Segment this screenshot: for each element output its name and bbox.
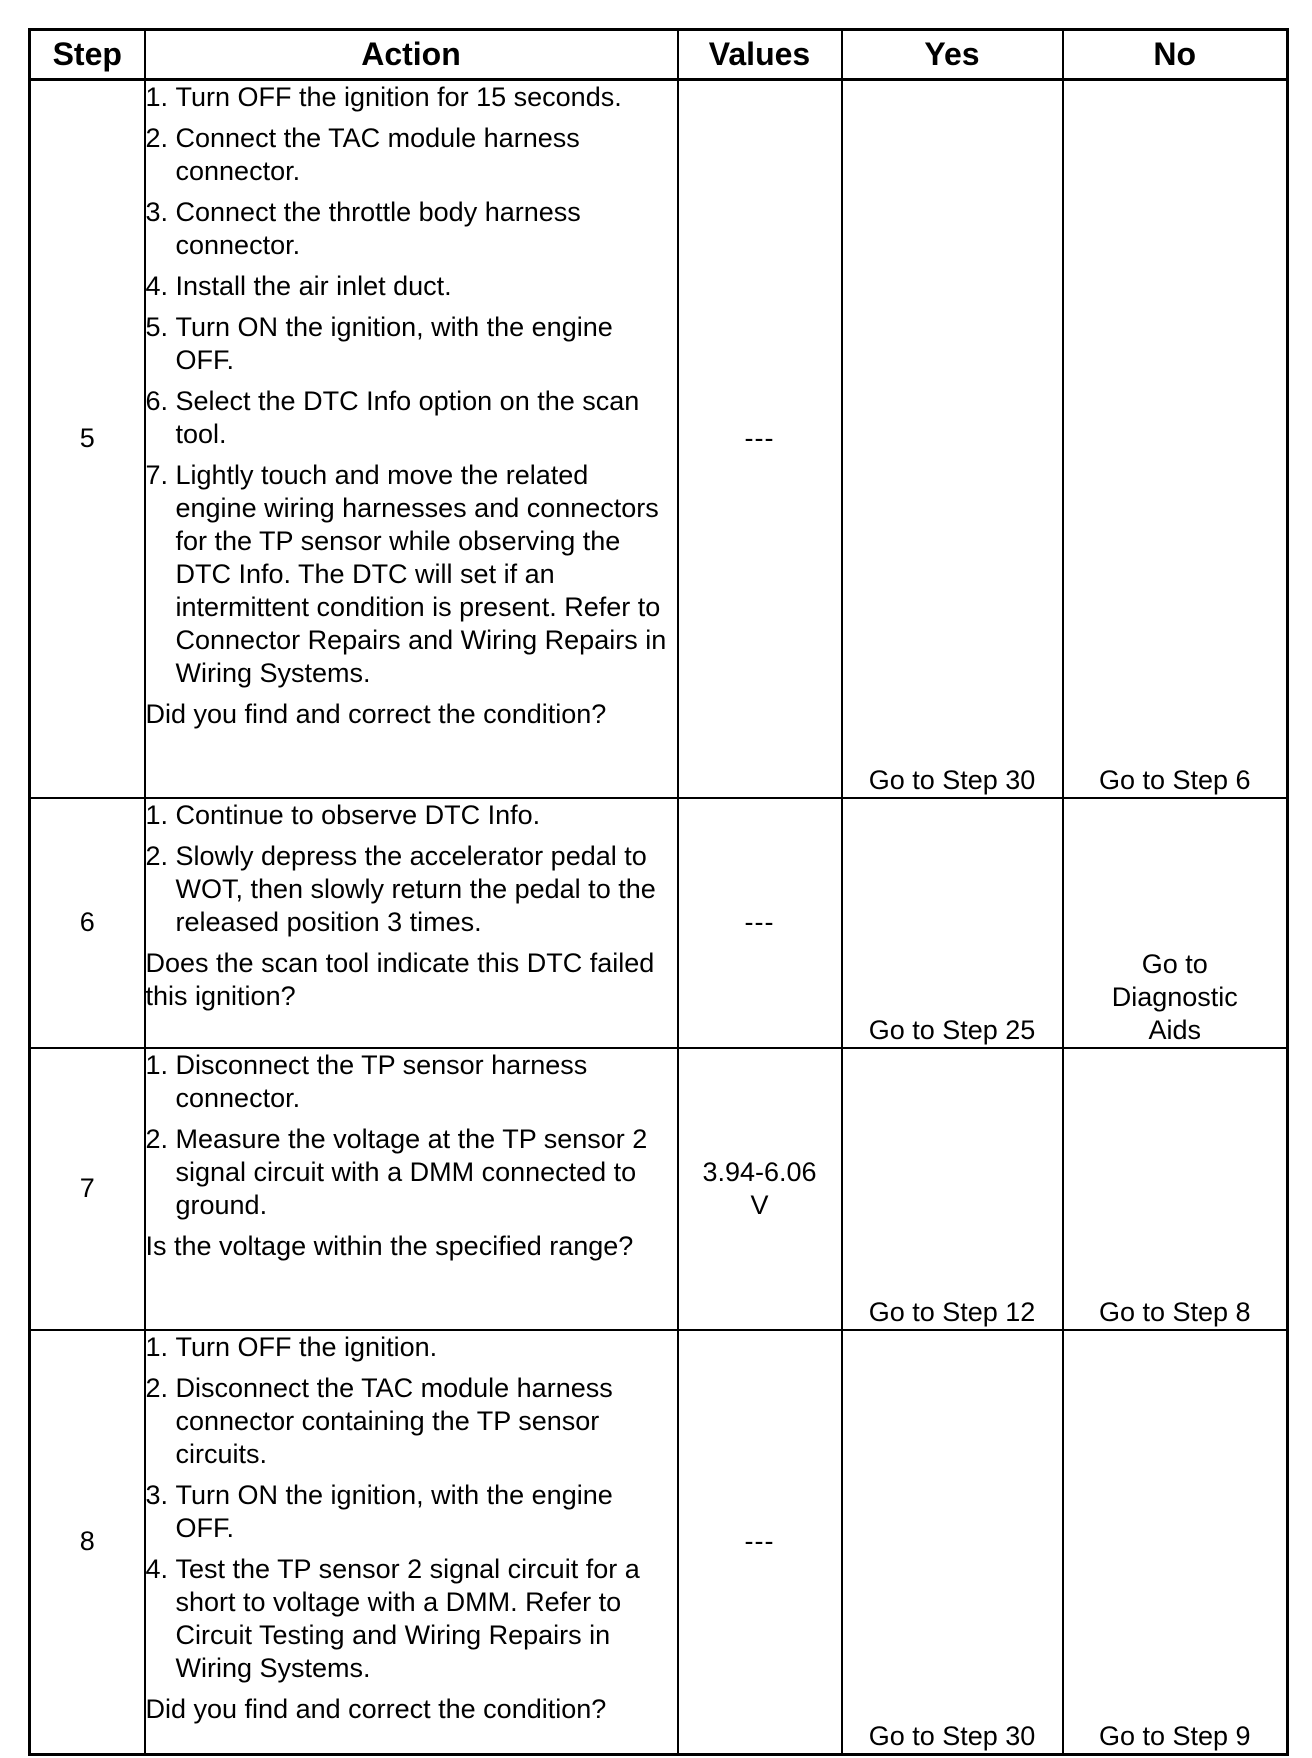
list-item: 7. Lightly touch and move the related engine wiring harnesses and connectors for the TP sensor while observing the DTC Info. The DTC will set if an intermittent condition is present. Refer to Connector Repairs and Wiring Repairs in Wiring Systems. <box>145 460 667 688</box>
header-values: Values <box>678 30 842 80</box>
list-item: 6. Select the DTC Info option on the scan tool. <box>145 386 640 449</box>
action-cell <box>145 1048 678 1330</box>
list-item: 4. Install the air inlet duct. <box>145 271 452 301</box>
action-text: Lightly touch and move the related engine wiring harnesses and connectors for the TP sensor while observing the DTC Info. The DTC will set if an intermittent condition is present. Refer to Connector Repairs and Wiring Repairs in Wiring Systems. <box>175 460 667 688</box>
action-list <box>146 1331 677 1685</box>
action-list <box>146 81 677 690</box>
step-number: 8 <box>30 1330 145 1755</box>
step-number: 5 <box>30 80 145 798</box>
header-step: Step <box>30 30 145 80</box>
question-text: Does the scan tool indicate this DTC failed this ignition? <box>145 947 655 1011</box>
yes-cell: Go to Step 30 <box>842 80 1063 798</box>
table-row <box>30 798 1288 1048</box>
action-text: Disconnect the TP sensor harness connector. <box>175 1049 588 1113</box>
list-item: 2. Measure the voltage at the TP sensor 2 signal circuit with a DMM connected to ground. <box>145 1123 648 1220</box>
question-text: Is the voltage within the specified range? <box>145 1230 634 1261</box>
list-item: 4. Test the TP sensor 2 signal circuit for a short to voltage with a DMM. Refer to Circuit Testing and Wiring Repairs in Wiring Systems. <box>145 1553 640 1683</box>
values-cell <box>678 798 842 1048</box>
header-action: Action <box>145 30 678 80</box>
header-no: No <box>1063 30 1288 80</box>
list-item: 2. Slowly depress the accelerator pedal to WOT, then slowly return the pedal to the released position 3 times. <box>145 840 656 937</box>
values-cell <box>678 1330 842 1755</box>
table-row <box>30 1330 1288 1755</box>
value-text: 3.94-6.06 V <box>702 1156 817 1220</box>
no-cell: Go to Step 6 <box>1063 80 1288 798</box>
list-item: 1. Continue to observe DTC Info. <box>145 799 541 830</box>
table-row <box>30 1048 1288 1330</box>
action-text: Disconnect the TAC module harness connector containing the TP sensor circuits. <box>175 1372 613 1469</box>
list-item: 2. Connect the TAC module harness connector. <box>145 123 580 186</box>
action-text: Turn OFF the ignition for 15 seconds. <box>175 82 622 112</box>
action-cell <box>145 798 678 1048</box>
yes-cell: Go to Step 30 <box>842 1330 1063 1755</box>
value-text: --- <box>744 423 775 454</box>
action-text: Turn OFF the ignition. <box>175 1331 438 1362</box>
value-text: --- <box>744 907 775 937</box>
list-item: 2. Disconnect the TAC module harness connector containing the TP sensor circuits. <box>145 1372 613 1469</box>
action-text: Turn ON the ignition, with the engine OFF. <box>175 1479 613 1543</box>
values-cell <box>678 80 842 798</box>
values-cell <box>678 1048 842 1330</box>
value-text: --- <box>744 1526 775 1557</box>
list-item: 1. Turn OFF the ignition for 15 seconds. <box>145 82 622 112</box>
action-text: Continue to observe DTC Info. <box>175 799 541 830</box>
header-row <box>30 30 1288 80</box>
list-item: 1. Turn OFF the ignition. <box>145 1331 438 1362</box>
step-number: 6 <box>30 798 145 1048</box>
list-item: 1. Disconnect the TP sensor harness connector. <box>145 1049 588 1113</box>
list-item: 3. Turn ON the ignition, with the engine OFF. <box>145 1479 613 1543</box>
no-cell: Go to Diagnostic Aids <box>1063 798 1288 1048</box>
action-text: Select the DTC Info option on the scan tool. <box>175 386 640 449</box>
step-number: 7 <box>30 1048 145 1330</box>
action-cell <box>145 80 678 798</box>
action-text: Turn ON the ignition, with the engine OFF. <box>175 312 613 375</box>
header-yes: Yes <box>842 30 1063 80</box>
action-text: Test the TP sensor 2 signal circuit for a short to voltage with a DMM. Refer to Circuit Testing and Wiring Repairs in Wiring Systems. <box>175 1553 640 1683</box>
action-text: Install the air inlet duct. <box>175 271 452 301</box>
action-text: Connect the throttle body harness connector. <box>175 197 581 260</box>
action-text: Connect the TAC module harness connector. <box>175 123 580 186</box>
no-cell: Go to Step 8 <box>1063 1048 1288 1330</box>
action-list <box>146 1049 677 1222</box>
action-cell <box>145 1330 678 1755</box>
action-text: Measure the voltage at the TP sensor 2 signal circuit with a DMM connected to ground. <box>175 1123 648 1220</box>
action-list <box>146 799 677 939</box>
list-item: 5. Turn ON the ignition, with the engine OFF. <box>145 312 613 375</box>
no-cell: Go to Step 9 <box>1063 1330 1288 1755</box>
table-row <box>30 80 1288 798</box>
question-text: Did you find and correct the condition? <box>145 699 607 729</box>
diagnostic-table <box>28 28 1289 1756</box>
yes-cell: Go to Step 12 <box>842 1048 1063 1330</box>
yes-cell: Go to Step 25 <box>842 798 1063 1048</box>
list-item: 3. Connect the throttle body harness connector. <box>145 197 581 260</box>
action-text: Slowly depress the accelerator pedal to WOT, then slowly return the pedal to the released position 3 times. <box>175 840 656 937</box>
question-text: Did you find and correct the condition? <box>145 1693 607 1724</box>
